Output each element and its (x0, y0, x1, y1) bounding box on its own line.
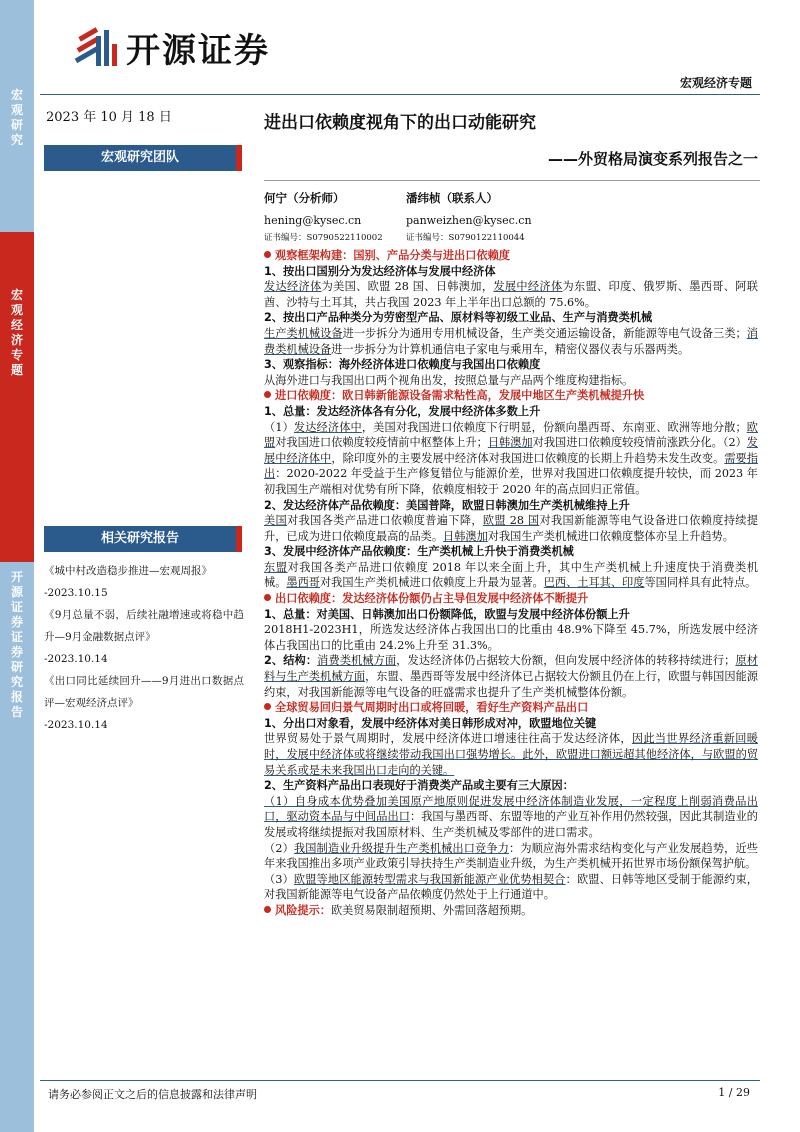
paragraph: 从海外进口与我国出口两个视角出发，按照总量与产品两个维度构建指标。 (264, 373, 634, 387)
sub-heading: 1、分出口对象看，发展中经济体对美日韩形成对冲，欧盟地位关键 (264, 716, 597, 730)
header-tag: 宏观经济专题 (679, 76, 752, 90)
paragraph: 2、结构：消费类机械方面，发达经济体仍占据较大份额，但向发展中经济体的转移持续进行；原材料与生产类机械方面，东盟、墨西哥等发展中经济体已占据较大份额且仍在上行，欧盟与韩国因能源约束，对我国新能源等电气设备的旺盛需求也提升了生产类机械整体份额。 (264, 654, 758, 699)
report-subtitle: ——外贸格局演变系列报告之一 (547, 150, 758, 168)
section-heading: 全球贸易回归景气周期时出口或将回暖，看好生产资料产品出口 (264, 700, 758, 716)
bullet-dot-icon (264, 594, 271, 601)
author-name: 潘纬桢（联系人） (406, 191, 498, 205)
bullet-dot-icon (264, 906, 271, 913)
paragraph: （2）我国制造业升级提升生产类机械出口竞争力：为顺应海外需求结构变化与产业发展趋势，近些年来我国推出多项产业政策引导扶持生产类制造业升级，为生产类机械开拓世界市场份额保驾护航。 (264, 841, 758, 871)
related-item-title[interactable]: 《9月总量不弱，后续社融增速或将稳中趋升—9月金融数据点评》 (44, 609, 244, 643)
side-label-research: 宏观研究 (10, 88, 23, 147)
author-cert: 证书编号：S0790122110044 (406, 233, 525, 243)
related-item-date: -2023.10.15 (44, 587, 108, 599)
related-item-title[interactable]: 《出口同比延续回升——9月进出口数据点评—宏观经济点评》 (44, 675, 244, 709)
report-summary (264, 248, 758, 919)
paragraph: （3）欧盟等地区能源转型需求与我国新能源产业优势相契合：欧盟、日韩等地区受制于能源约束，对我国新能源等电气设备产品依赖度仍然处于上行通道中。 (264, 872, 758, 902)
report-title: 进出口依赖度视角下的出口动能研究 (264, 113, 536, 133)
author-email[interactable]: hening@kysec.cn (264, 214, 362, 227)
sub-heading: 2、按出口产品种类分为劳密型产品、原材料等初级工业品、生产与消费类机械 (264, 311, 653, 325)
paragraph: 生产类机械设备进一步拆分为通用专用机械设备，生产类交通运输设备，新能源等电气设备三类；消费类机械设备进一步拆分为计算机通信电子家电与乘用车，精密仪器仪表与乐器两类。 (264, 326, 758, 356)
company-logo (72, 22, 270, 72)
side-label-topic: 宏观经济专题 (0, 232, 34, 562)
logo-text: 开源证券 (126, 30, 270, 71)
sub-heading: 3、观察指标：海外经济体进口依赖度与我国出口依赖度 (264, 358, 541, 372)
author-email[interactable]: panweizhen@kysec.cn (406, 214, 532, 227)
section-heading: 观察框架构建：国别、产品分类与进出口依赖度 (264, 248, 758, 264)
paragraph: 2018H1-2023H1，所选发达经济体占我国出口的比重由 48.9%下降至 45.7%，所选发展中经济体占我国出口的比重由 24.2%上升至 31.3%。 (264, 623, 758, 652)
bullet-dot-icon (264, 703, 271, 710)
header-divider (40, 94, 760, 95)
sub-heading: 1、总量：发达经济体各有分化，发展中经济体多数上升 (264, 404, 541, 418)
title-divider (264, 180, 760, 181)
report-date: 2023 年 10 月 18 日 (46, 110, 172, 125)
logo-mark-icon (72, 22, 120, 72)
section-heading: 出口依赖度：发达经济体份额仍占主导但发展中经济体不断提升 (264, 591, 758, 607)
section-heading: 进口依赖度：欧日韩新能源设备需求粘性高，发展中地区生产类机械提升快 (264, 388, 758, 404)
side-label-brand: 开源证券 证券研究报告 (10, 570, 23, 719)
paragraph: 发达经济体为美国、欧盟 28 国、日韩澳加，发展中经济体为东盟、印度、俄罗斯、墨西哥、阿联酋、沙特与土耳其，共占我国 2023 年上半年出口总额的 75.6%。 (264, 280, 758, 309)
related-item-date: -2023.10.14 (44, 653, 108, 665)
footer-divider (40, 1080, 760, 1081)
related-item-title[interactable]: 《城中村改造稳步推进—宏观周报》 (44, 565, 212, 577)
sub-heading: 2、发达经济体产品依赖度：美国普降，欧盟日韩澳加生产类机械维持上升 (264, 498, 630, 512)
paragraph: 美国对我国各类产品进口依赖度普遍下降，欧盟 28 国对我国新能源等电气设备进口依赖度持续提升，已成为进口依赖度最高的品类。日韩澳加对我国生产类机械进口依赖度整体亦呈上升趋势。 (264, 514, 758, 543)
author-name: 何宁（分析师） (264, 191, 345, 205)
author-block (264, 190, 383, 243)
paragraph: （1）发达经济体中，美国对我国进口依赖度下行明显，份额向墨西哥、东南亚、欧洲等地分散；欧盟对我国进口依赖度较疫情前中枢整体上升；日韩澳加对我国进口依赖度较疫情前涨跌分化。（2）发展中经济体中，除印度外的主要发展中经济体对我国进口依赖度的长期上升趋势未发生改变。需要指出：2020-2022 年受益于生产修复错位与能源价差，世界对我国进口依赖度提升较快，而 2023 年初我国生产端相对优势有所下降，依赖度相较于 2020 年的高点回归正常值。 (264, 420, 758, 496)
related-list (44, 560, 244, 736)
paragraph: （1）自身成本优势叠加美国原产地原则促进发展中经济体制造业发展，一定程度上削弱消费品出口，驱动资本品与中间品出口：我国与墨西哥、东盟等地的产业互补作用仍然较强，因此其制造业的发展或将继续提振对我国原材料、生产类机械及零部件的进口需求。 (264, 794, 758, 839)
paragraph: 东盟对我国各类产品进口依赖度 2018 年以来全面上升，其中生产类机械上升速度快于消费类机械。墨西哥对我国生产类机械进口依赖度上升最为显著。巴西、土耳其、印度等国同样具有此特点。 (264, 560, 758, 590)
sub-heading: 2、生产资料产品出口表现好于消费类产品或主要有三大原因： (264, 779, 574, 793)
footer-disclaimer: 请务必参阅正文之后的信息披露和法律声明 (48, 1088, 257, 1101)
paragraph: 世界贸易处于景气周期时，发展中经济体进口增速往往高于发达经济体，因此当世界经济重新回暖时，发展中经济体或将继续带动我国出口强势增长。此外，欧盟进口额远超其他经济体，与欧盟的贸易关系或是未来我国出口走向的关键。 (264, 732, 758, 777)
related-heading: 相关研究报告 (44, 526, 242, 552)
sub-heading: 1、按出口国别分为发达经济体与发展中经济体 (264, 264, 496, 278)
sub-heading: 1、总量：对美国、日韩澳加出口份额降低，欧盟与发展中经济体份额上升 (264, 607, 630, 621)
bullet-dot-icon (264, 391, 271, 398)
bullet-dot-icon (264, 251, 271, 258)
related-item-date: -2023.10.14 (44, 719, 108, 731)
page-number: 1 / 29 (718, 1086, 750, 1099)
sub-heading: 3、发展中经济体产品依赖度：生产类机械上升快于消费类机械 (264, 545, 574, 559)
author-cert: 证书编号：S0790522110002 (264, 233, 383, 243)
team-heading: 宏观研究团队 (44, 145, 242, 171)
risk-note: 风险提示：欧美贸易限制超预期、外需回落超预期。 (264, 903, 758, 919)
author-block (406, 190, 532, 243)
